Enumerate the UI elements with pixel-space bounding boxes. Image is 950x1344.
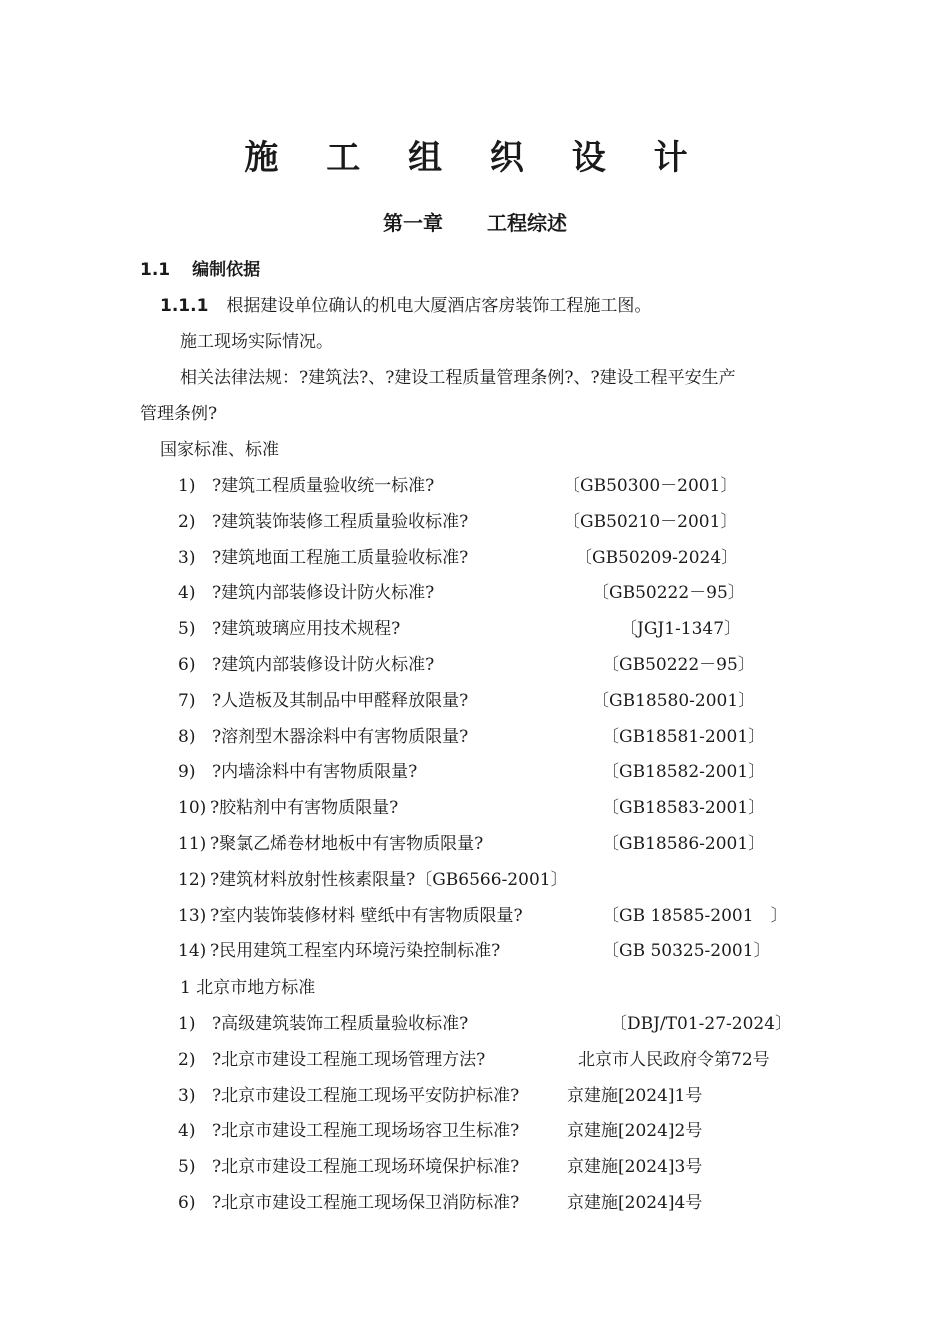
item-index: 14) xyxy=(178,941,207,962)
standard-name: ?室内装饰装修材料 壁纸中有害物质限量? xyxy=(210,905,523,926)
item-index: 12) xyxy=(178,869,207,890)
standard-code: 〔GB18580-2001〕 xyxy=(592,690,756,711)
item-index: 3) xyxy=(178,547,196,568)
item-index: 1) xyxy=(178,476,196,496)
section-number: 1.1 xyxy=(140,260,171,280)
item-index: 4) xyxy=(178,1121,196,1142)
standard-name: ?建筑内部装修设计防火标准? xyxy=(212,583,435,604)
item-index: 7) xyxy=(178,690,196,711)
standard-name: ?聚氯乙烯卷材地板中有害物质限量? xyxy=(210,834,484,854)
item-index: 11) xyxy=(178,834,207,854)
paragraph-text: 根据建设单位确认的机电大厦酒店客房装饰工程施工图。 xyxy=(226,296,652,316)
standard-code: 〔JGJ1-1347〕 xyxy=(620,619,742,640)
document-title: 施 工 组 织 设 计 xyxy=(244,138,706,178)
standard-name: ?北京市建设工程施工现场保卫消防标准? xyxy=(212,1193,520,1213)
standard-name: ?建筑材料放射性核素限量?〔GB6566-2001〕 xyxy=(210,869,568,890)
standard-name: ?北京市建设工程施工现场平安防护标准? xyxy=(212,1085,520,1106)
item-index: 5) xyxy=(178,1157,196,1178)
chapter-label: 第一章 xyxy=(383,211,443,235)
item-index: 10) xyxy=(178,798,207,819)
standard-name: ?溶剂型木器涂料中有害物质限量? xyxy=(212,726,469,747)
standard-code: 〔GB18586-2001〕 xyxy=(602,834,766,854)
standard-name: ?北京市建设工程施工现场环境保护标准? xyxy=(212,1157,520,1178)
standard-name: ?民用建筑工程室内环境污染控制标准? xyxy=(210,941,501,962)
standard-name: ?建筑玻璃应用技术规程? xyxy=(212,619,401,640)
standard-name: ?高级建筑装饰工程质量验收标准? xyxy=(212,1014,469,1034)
standard-name: ?胶粘剂中有害物质限量? xyxy=(210,798,399,819)
standard-code: 〔GB50209-2024〕 xyxy=(575,547,739,568)
item-index: 1) xyxy=(178,1014,196,1034)
item-index: 3) xyxy=(178,1085,196,1106)
item-index: 6) xyxy=(178,655,196,675)
item-index: 4) xyxy=(178,583,196,604)
standard-code: 北京市人民政府令第72号 xyxy=(578,1049,770,1070)
item-index: 9) xyxy=(178,762,196,783)
item-index: 2) xyxy=(178,511,196,532)
standard-code: 〔GB 50325-2001〕 xyxy=(602,941,771,962)
standard-code: 京建施[2024]4号 xyxy=(567,1193,703,1213)
item-index: 5) xyxy=(178,619,196,640)
item-index: 8) xyxy=(178,726,196,747)
standard-name: ?建筑地面工程施工质量验收标准? xyxy=(212,547,469,568)
standard-code: 京建施[2024]2号 xyxy=(567,1121,703,1142)
standard-code: 〔GB18582-2001〕 xyxy=(602,762,766,783)
standard-code: 〔GB18581-2001〕 xyxy=(602,726,766,747)
standard-name: ?北京市建设工程施工现场场容卫生标准? xyxy=(212,1121,520,1142)
item-index: 13) xyxy=(178,905,207,926)
standard-code: 〔GB50300－2001〕 xyxy=(563,476,738,496)
standard-code: 京建施[2024]1号 xyxy=(567,1085,703,1106)
standard-code: 〔GB50222－95〕 xyxy=(602,655,755,675)
paragraph-laws-line2: 管理条例? xyxy=(140,404,218,424)
paragraph-laws-line1: 相关法律法规：?建筑法?、?建设工程质量管理条例?、?建设工程平安生产 xyxy=(180,368,736,388)
paragraph-number: 1.1.1 xyxy=(160,296,209,316)
standard-name: ?建筑工程质量验收统一标准? xyxy=(212,476,435,496)
paragraph-beijing-standards: 1 北京市地方标准 xyxy=(180,978,316,998)
chapter-heading xyxy=(0,207,950,236)
paragraph-1-1-1 xyxy=(160,294,651,318)
standard-name: ?建筑装饰装修工程质量验收标准? xyxy=(212,511,469,532)
standard-code: 〔GB50210－2001〕 xyxy=(563,511,738,532)
standard-name: ?建筑内部装修设计防火标准? xyxy=(212,655,435,675)
section-name: 编制依据 xyxy=(192,260,261,280)
paragraph-national-standards: 国家标准、标准 xyxy=(160,440,279,460)
standard-name: ?人造板及其制品中甲醛释放限量? xyxy=(212,690,469,711)
standard-code: 京建施[2024]3号 xyxy=(567,1157,703,1178)
standard-code: 〔GB 18585-2001 〕 xyxy=(602,905,788,926)
standard-code: 〔GB18583-2001〕 xyxy=(602,798,766,819)
paragraph-site-conditions: 施工现场实际情况。 xyxy=(180,332,333,352)
item-index: 2) xyxy=(178,1049,196,1070)
standard-name: ?北京市建设工程施工现场管理方法? xyxy=(212,1049,486,1070)
standard-name: ?内墙涂料中有害物质限量? xyxy=(212,762,418,783)
standard-code: 〔GB50222－95〕 xyxy=(592,583,745,604)
item-index: 6) xyxy=(178,1193,196,1213)
section-heading xyxy=(140,258,260,282)
standard-code: 〔DBJ/T01-27-2024〕 xyxy=(610,1014,793,1034)
chapter-name: 工程综述 xyxy=(487,211,567,235)
